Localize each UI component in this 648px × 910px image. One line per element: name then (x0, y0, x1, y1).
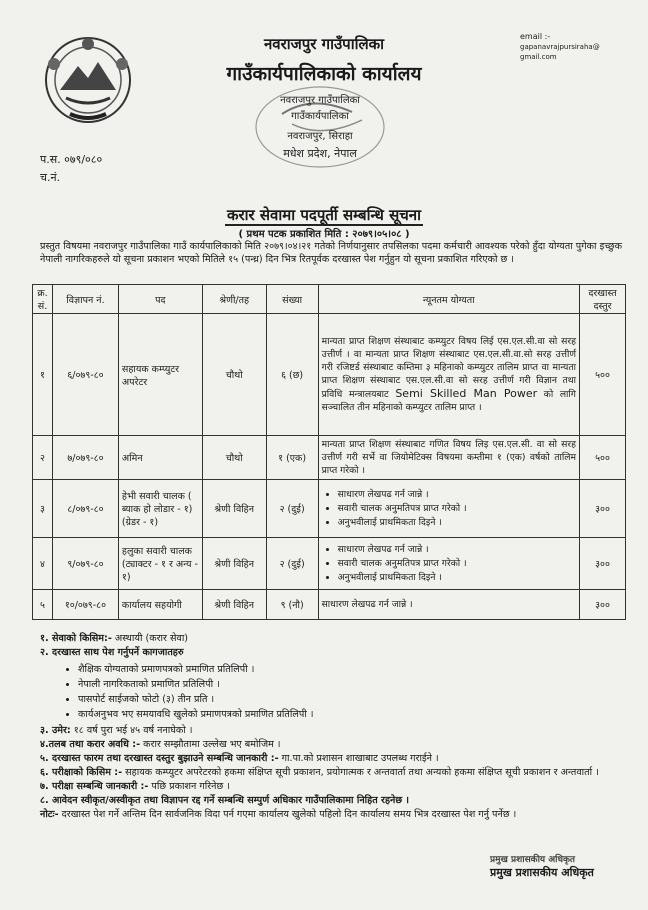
list-item: • नेपाली नागरिकताको प्रमाणित प्रतिलिपी । (78, 677, 630, 692)
col-header-sn: क्र. सं. (33, 285, 53, 314)
qual-bullet: • सवारी चालक अनुमतिपत्र प्राप्त गरेको । (338, 502, 576, 516)
cell-adv: ६/०७९-८० (52, 314, 118, 436)
cell-adv: ९/०७९-८० (52, 538, 118, 590)
email-value-1: gapanavrajpursiraha@ (520, 43, 600, 51)
cell-qualification (318, 538, 579, 590)
cell-qualification (318, 480, 579, 538)
cell-count: २ (दुई) (266, 480, 318, 538)
table-row (33, 314, 626, 436)
cell-level: श्रेणी विहिन (202, 538, 266, 590)
cell-fee: ३०० (579, 480, 625, 538)
col-header-post: पद (118, 285, 202, 314)
col-header-count: संख्या (266, 285, 318, 314)
signature-title: प्रमुख प्रशासकीय अधिकृत (490, 866, 594, 879)
cell-post: सहायक कम्प्युटर अपरेटर (118, 314, 202, 436)
qual-bullet: • अनुभवीलाई प्राथमिकता दिइने । (338, 516, 576, 530)
post-line-1: हेभी सवारी चालक ( ब्याक हो लोडार - १) (121, 491, 193, 515)
post-line-2: (ग्रेडर - १) (121, 517, 159, 528)
stamp-line-4: मधेश प्रदेश, नेपाल (283, 147, 357, 160)
vacancy-table (32, 284, 626, 620)
stamp-line-2: गाउँकार्यपालिका (291, 111, 349, 122)
cell-sn: ३ (33, 480, 53, 538)
item-application-form: ५. दरखास्त फारम तथा दरखास्त दस्तुर बुझाउने सम्बन्धि जानकारी :- गा.पा.को प्रशासन शाखाबाट उपलब्ध गराईने । (40, 753, 439, 764)
notice-items (40, 632, 630, 822)
notice-intro: प्रस्तुत विषयमा नवराजपुर गाउँपालिका गाउँ कार्यपालिकाको मिति २०७९।०४।२१ गतेको निर्णयानुसार तपसिलका पदमा कर्मचारी आवश्यक परेको हुँदा योग्यता पुगेका इच्छुक नेपाली नागरिकहरुले यो सूचना प्रकाशन भएको मितिले १५ (पन्ध्र) दिन भित्र रितपूर्वक दरखास्त पेश गर्नुहुन यो सूचना प्रकाशित गरिएको छ । (40, 241, 622, 265)
item-rights: ८. आवेदन स्वीकृत/अस्वीकृत तथा विज्ञापन रद्द गर्ने सम्बन्धि सम्पुर्ण अधिकार गाउँपालिकामा निहित रहनेछ । (40, 795, 410, 806)
list-item: • पासपोर्ट साईजको फोटो (३) तीन प्रति । (78, 692, 630, 707)
table-row (33, 436, 626, 480)
signature-block (490, 852, 630, 880)
cell-fee: ५०० (579, 436, 625, 480)
cell-adv: ८/०७९-८० (52, 480, 118, 538)
stamp-line-1: नवराजपुर गाउँपालिका (280, 95, 360, 106)
qual-bullet: • सवारी चालक अनुमतिपत्र प्राप्त गरेको । (338, 557, 576, 571)
notice-subtitle: ( प्रथम पटक प्रकाशित मिति : २०७९।०५।०८ ) (238, 229, 410, 240)
col-header-adv: विज्ञापन नं. (52, 285, 118, 314)
item-note: नोटः- दरखास्त पेश गर्ने अन्तिम दिन सार्वजनिक विदा पर्न गएमा कार्यालय खुलेको पहिलो दिन कार्यालय समय भित्र दरखास्त पेश गर्नु पर्नेछ । (40, 809, 517, 820)
cell-post: हलुका सवारी चालक (ट्याक्टर - १ र अन्य - १) (118, 538, 202, 590)
cell-post: अमिन (118, 436, 202, 480)
table-header-row (33, 285, 626, 314)
table-row (33, 538, 626, 590)
email-label: email :- (520, 32, 551, 41)
cell-post: कार्यालय सहयोगी (118, 590, 202, 620)
cell-fee: ५०० (579, 314, 625, 436)
documents-list (40, 662, 630, 722)
col-header-qualification: न्यूनतम योग्यता (318, 285, 579, 314)
qual-text-a: मान्यता प्राप्त शिक्षण संस्थाबाट कम्प्युटर विषय लिई एस.एल.सी.वा सो सरह उत्तीर्ण । वा मान्यता प्राप्त शिक्षण संस्थाबाट एस.एल.सी.वा.सो सरह उत्तीर्ण गरी रजिष्टर्ड संस्थाबाट कम्तिमा ३ महिनाको कम्प्युटर तालिम प्राप्त वा मान्यता प्राप्त शिक्षण संस्थाबाट एस.एल.सी.वा सो सरह उत्तीर्ण गरी विज्ञान तथा प्रविधि मन्त्रालयबाट (321, 336, 576, 400)
item-age: ३. उमेर: १८ वर्ष पुरा भई ४५ वर्ष ननाघेको । (40, 725, 193, 736)
item-salary: ४.तलब तथा करार अवधि :- करार सम्झौतामा उल्लेख भए बमोजिम । (40, 739, 281, 750)
cell-count: ६ (छ) (266, 314, 318, 436)
item-exam-type: ६. परीक्षाको किसिम :- सहायक कम्प्युटर अपरेटरको हकमा संक्षिप्त सूची प्रकाशन, प्रयोगात्मक र अन्तवार्ता तथा अन्यको हकमा संक्षिप्त सूची प्रकाशन र अन्तवार्ता । (40, 767, 599, 778)
col-header-level: श्रेणी/तह (202, 285, 266, 314)
table-row (33, 480, 626, 538)
cell-level: चौथो (202, 436, 266, 480)
cell-post (118, 480, 202, 538)
email-value-2: gmail.com (520, 53, 557, 61)
cell-sn: १ (33, 314, 53, 436)
office-type: गाउँकार्यपालिकाको कार्यालय (226, 63, 422, 85)
cell-qualification (318, 314, 579, 436)
qual-text-b: Semi Skilled Man Power (395, 387, 538, 400)
table-row (33, 590, 626, 620)
item-service-type: १. सेवाको किसिम:- अस्थायी (करार सेवा) (40, 633, 189, 644)
cell-level: श्रेणी विहिन (202, 590, 266, 620)
cell-sn: ५ (33, 590, 53, 620)
item-documents-heading: २. दरखास्त साथ पेश गर्नुपर्ने कागजातहरु (40, 647, 184, 658)
cell-sn: २ (33, 436, 53, 480)
email-box (520, 32, 620, 62)
col-header-fee: दरखास्त दस्तुर (579, 285, 625, 314)
cell-fee: ३०० (579, 590, 625, 620)
office-stamp (252, 84, 388, 170)
list-item: • शैक्षिक योग्यताको प्रमाणपत्रको प्रमाणित प्रतिलिपी । (78, 662, 630, 677)
item-exam-info: ७. परीक्षा सम्बन्धि जानकारी :- पछि प्रकाशन गरिनेछ । (40, 781, 230, 792)
cell-qualification: साधारण लेखपढ गर्न जान्ने । (318, 590, 579, 620)
qual-bullet: • साधारण लेखपढ गर्न जान्ने । (338, 488, 576, 502)
cell-fee: ३०० (579, 538, 625, 590)
cell-count: १ (एक) (266, 436, 318, 480)
stamp-line-3: नवराजपुर, सिराहा (287, 131, 353, 142)
notice-title: करार सेवामा पदपूर्ती सम्बन्धि सूचना (227, 206, 421, 224)
reference-fy: प.स. ०७९/०८० (40, 153, 103, 166)
qual-text-c: को लागि सञ्चालित तीन महिनाको कम्प्युटर तालिम प्राप्त । (321, 389, 576, 413)
cell-count: ९ (नौ) (266, 590, 318, 620)
cell-level: श्रेणी विहिन (202, 480, 266, 538)
cell-count: २ (दुई) (266, 538, 318, 590)
cell-sn: ४ (33, 538, 53, 590)
qual-bullet: • अनुभवीलाई प्राथमिकता दिइने । (338, 571, 576, 585)
cell-qualification: मान्यता प्राप्त शिक्षण संस्थाबाट गणित विषय लिइ एस.एल.सी. वा सो सरह उत्तीर्ण गरी सर्भे वा जियोमेटिक्स विषयमा कम्तीमा १ (एक) वर्षको तालिम प्राप्त गरेको । (318, 436, 579, 480)
signature-scribble: प्रमुख प्रशासकीय अधिकृत (490, 855, 576, 865)
cell-adv: १०/०७९-८० (52, 590, 118, 620)
qual-bullet: • साधारण लेखपढ गर्न जान्ने । (338, 543, 576, 557)
cell-adv: ७/०७९-८० (52, 436, 118, 480)
reference-number: च.नं. (40, 171, 61, 184)
cell-level: चौथो (202, 314, 266, 436)
office-name: नवराजपुर गाउँपालिका (263, 35, 385, 53)
list-item: • कार्यअनुभव भए समयावधि खुलेको प्रमाणपत्रको प्रमाणित प्रतिलिपी । (78, 707, 630, 722)
